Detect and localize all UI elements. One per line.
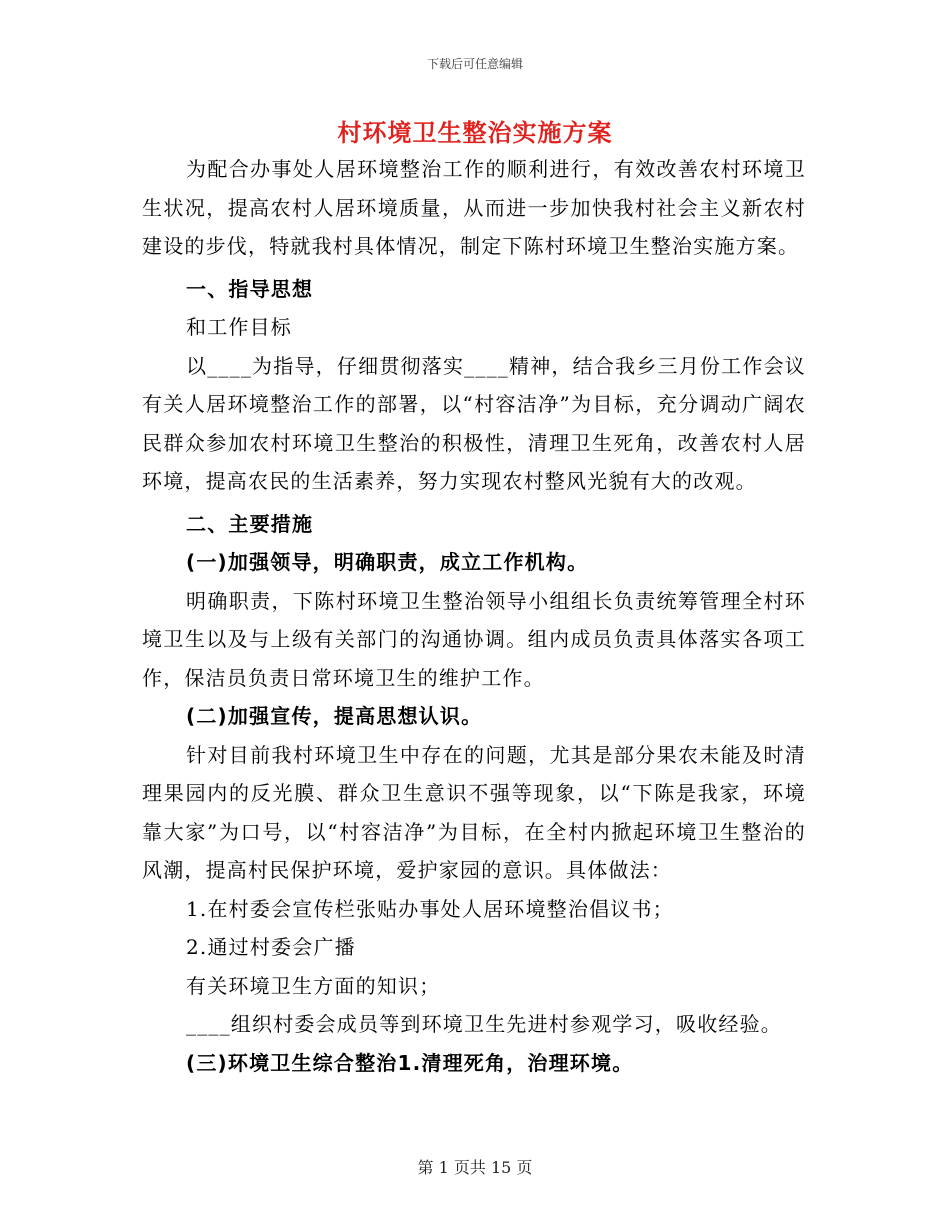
list-item-3: ____组织村委会成员等到环境卫生先进村参观学习，吸收经验。 [186, 1012, 782, 1036]
list-item-2-continued: 有关环境卫生方面的知识； [186, 973, 441, 998]
section-subheading: 和工作目标 [186, 315, 292, 339]
subsection-heading-1: (一)加强领导，明确职责，成立工作机构。 [186, 550, 589, 574]
page-header: 下载后可任意编辑 [426, 57, 523, 71]
responsibility-paragraph: 明确职责，下陈村环境卫生整治领导小组组长负责统筹管理全村环境卫生以及与上级有关部门的沟通协调。组内成员负责具体落实各项工作，保洁员负责日常环境卫生的维护工作。 [142, 588, 806, 690]
list-item-1: 1.在村委会宣传栏张贴办事处人居环境整治倡议书； [186, 896, 674, 921]
subsection-heading-3: (三)环境卫生综合整治1.清理死角，治理环境。 [186, 1050, 634, 1075]
section-heading-2: 二、主要措施 [186, 511, 314, 536]
document-body [142, 150, 806, 1082]
document-title: 村环境卫生整治实施方案 [337, 119, 613, 147]
guiding-paragraph: 以____为指导，仔细贯彻落实____精神，结合我乡三月份工作会议有关人居环境整治工作的部署，以“村容洁净”为目标，充分调动广阔农民群众参加农村环境卫生整治的积极性，清理卫生死角，改善农村人居环境，提高农民的生活素养，努力实现农村整风光貌有大的改观。 [142, 353, 806, 493]
publicity-paragraph: 针对目前我村环境卫生中存在的问题，尤其是部分果农未能及时清理果园内的反光膜、群众卫生意识不强等现象，以“下陈是我家，环境靠大家”为口号，以“村容洁净”为目标，在全村内掀起环境卫生整治的风潮，提高村民保护环境，爱护家园的意识。具体做法： [142, 742, 806, 882]
page-footer: 第 1 页共 15 页 [417, 1158, 533, 1177]
intro-paragraph: 为配合办事处人居环境整治工作的顺利进行，有效改善农村环境卫生状况，提高农村人居环境质量，从而进一步加快我村社会主义新农村建设的步伐，特就我村具体情况，制定下陈村环境卫生整治实施方案。 [142, 157, 806, 258]
subsection-heading-2: (二)加强宣传，提高思想认识。 [186, 704, 483, 728]
list-item-2: 2.通过村委会广播 [186, 935, 356, 959]
section-heading-1: 一、指导思想 [186, 276, 314, 301]
